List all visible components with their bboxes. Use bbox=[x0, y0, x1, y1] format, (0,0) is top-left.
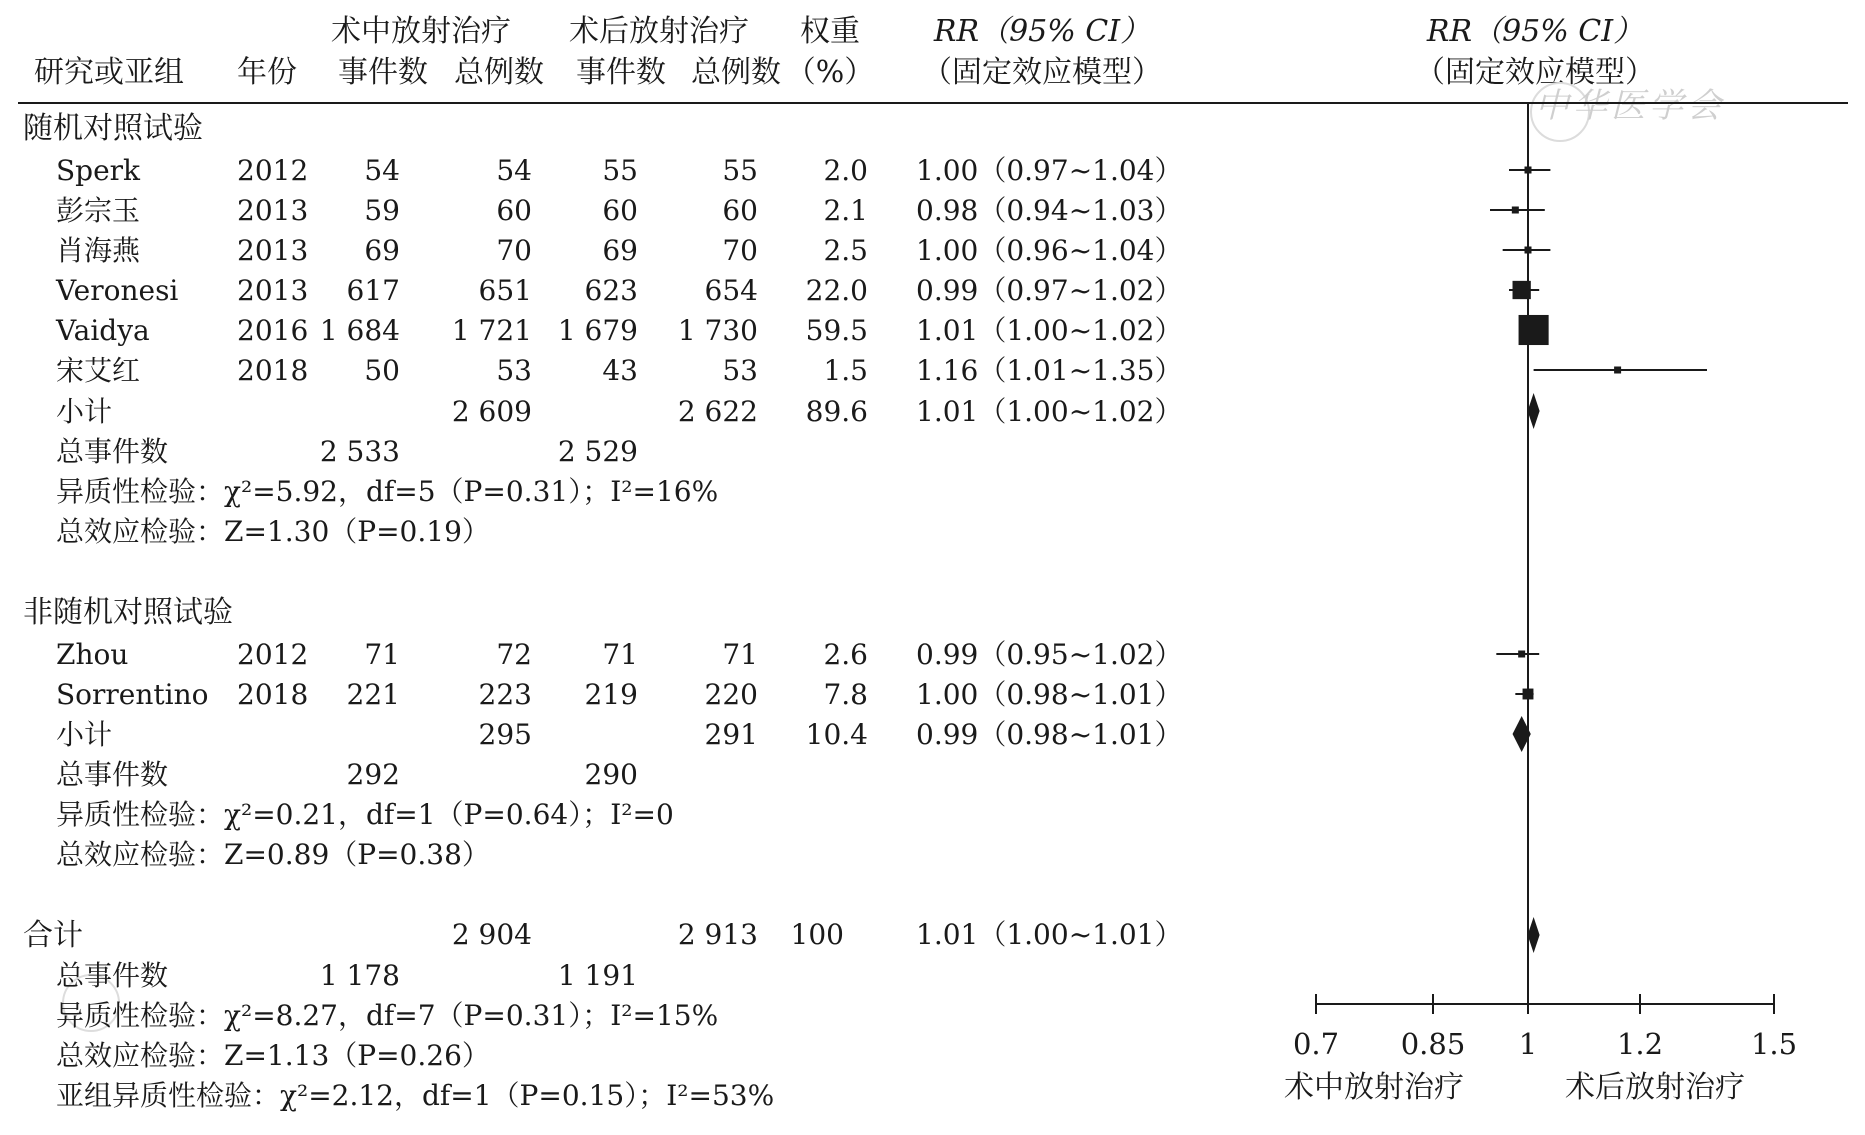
total-events-label: 总事件数 bbox=[56, 758, 169, 791]
iort-total: 651 bbox=[478, 274, 532, 307]
point-estimate-square bbox=[1523, 689, 1534, 700]
ebrt-total: 71 bbox=[722, 638, 758, 671]
weight-value: 2.1 bbox=[823, 194, 868, 227]
study-name: Veronesi bbox=[56, 274, 179, 307]
weight-value: 2.5 bbox=[823, 234, 868, 267]
ebrt-total: 55 bbox=[722, 154, 758, 187]
iort-events: 1 684 bbox=[319, 314, 400, 347]
rr-model-header: （固定效应模型） bbox=[922, 55, 1162, 90]
weight-value: 1.5 bbox=[823, 354, 868, 387]
rr-ci-text: 1.00（0.98~1.01） bbox=[916, 678, 1183, 711]
overall-ebrt-total: 2 913 bbox=[677, 918, 758, 951]
overall-effect-test: 总效应检验：Z=1.30（P=0.19） bbox=[56, 515, 490, 548]
rr-ci-text: 0.99（0.97~1.02） bbox=[916, 274, 1183, 307]
iort-events: 59 bbox=[364, 194, 400, 227]
weight-value: 22.0 bbox=[805, 274, 868, 307]
ebrt-total: 1 730 bbox=[677, 314, 758, 347]
total-events-iort: 1 178 bbox=[319, 959, 400, 992]
subtotal-rr-ci-text: 1.01（1.00~1.02） bbox=[916, 395, 1183, 428]
overall-rr-ci-text: 1.01（1.00~1.01） bbox=[916, 918, 1183, 951]
rr-ci-text: 1.01（1.00~1.02） bbox=[916, 314, 1183, 347]
total-events-label: 总事件数 bbox=[56, 435, 169, 468]
weight-value: 7.8 bbox=[823, 678, 868, 711]
total-events-ebrt: 290 bbox=[584, 758, 638, 791]
x-tick-label: 0.85 bbox=[1400, 1027, 1466, 1061]
watermark-text: 中华医学会 bbox=[1535, 86, 1725, 126]
iort-total-header: 总例数 bbox=[454, 55, 544, 90]
study-name: Vaidya bbox=[56, 314, 150, 347]
study-name: 肖海燕 bbox=[56, 234, 141, 267]
point-estimate-square bbox=[1525, 167, 1532, 174]
weight-header: 权重 bbox=[800, 14, 860, 49]
iort-total: 70 bbox=[496, 234, 532, 267]
total-events-label: 总事件数 bbox=[56, 959, 169, 992]
study-year: 2018 bbox=[237, 354, 309, 387]
ebrt-total: 654 bbox=[704, 274, 758, 307]
ebrt-total: 60 bbox=[722, 194, 758, 227]
ebrt-events: 60 bbox=[602, 194, 638, 227]
iort-group-header: 术中放射治疗 bbox=[331, 14, 511, 49]
study-year: 2013 bbox=[237, 194, 309, 227]
x-left-label: 术中放射治疗 bbox=[1284, 1070, 1464, 1105]
year-column-header: 年份 bbox=[237, 55, 297, 90]
group-title-rct: 随机对照试验 bbox=[23, 111, 203, 146]
ebrt-total-header: 总例数 bbox=[691, 55, 781, 90]
total-events-ebrt: 1 191 bbox=[557, 959, 638, 992]
point-estimate-square bbox=[1518, 651, 1525, 658]
rr-ci-text: 1.00（0.97~1.04） bbox=[916, 154, 1183, 187]
overall-effect-test: 总效应检验：Z=0.89（P=0.38） bbox=[56, 838, 490, 871]
iort-events: 617 bbox=[346, 274, 400, 307]
study-name: 彭宗玉 bbox=[56, 194, 141, 227]
study-year: 2018 bbox=[237, 678, 309, 711]
summary-diamond bbox=[1528, 917, 1540, 953]
heterogeneity-test: 异质性检验：χ²=0.21，df=1（P=0.64）；I²=0 bbox=[56, 798, 674, 831]
rr-ci-text: 1.16（1.01~1.35） bbox=[916, 354, 1183, 387]
iort-events: 50 bbox=[364, 354, 400, 387]
overall-iort-total: 2 904 bbox=[451, 918, 532, 951]
iort-events-header: 事件数 bbox=[338, 55, 428, 90]
iort-events: 71 bbox=[364, 638, 400, 671]
study-name: 宋艾红 bbox=[56, 354, 141, 387]
point-estimate-square bbox=[1525, 247, 1532, 254]
subgroup-heterogeneity-test: 亚组异质性检验：χ²=2.12，df=1（P=0.15）；I²=53% bbox=[56, 1079, 775, 1112]
x-tick-label: 1.5 bbox=[1750, 1027, 1798, 1061]
plot-rr-header: RR（95% CI） bbox=[1426, 14, 1644, 49]
rr-header: RR（95% CI） bbox=[933, 14, 1151, 49]
ebrt-events: 55 bbox=[602, 154, 638, 187]
iort-events: 221 bbox=[346, 678, 400, 711]
group-title-nonrct: 非随机对照试验 bbox=[23, 595, 233, 630]
study-column-header: 研究或亚组 bbox=[34, 55, 184, 90]
overall-label: 合计 bbox=[23, 918, 83, 953]
study-name: Zhou bbox=[56, 638, 129, 671]
study-name: Sperk bbox=[56, 154, 141, 187]
x-tick-label: 1.2 bbox=[1616, 1027, 1664, 1061]
rr-ci-text: 0.98（0.94~1.03） bbox=[916, 194, 1183, 227]
study-year: 2013 bbox=[237, 234, 309, 267]
study-year: 2016 bbox=[237, 314, 309, 347]
total-events-ebrt: 2 529 bbox=[557, 435, 638, 468]
ebrt-total: 53 bbox=[722, 354, 758, 387]
subtotal-weight: 89.6 bbox=[805, 395, 868, 428]
heterogeneity-test: 异质性检验：χ²=8.27，df=7（P=0.31）；I²=15% bbox=[56, 999, 719, 1032]
ebrt-total: 70 bbox=[722, 234, 758, 267]
ebrt-events: 623 bbox=[584, 274, 638, 307]
ebrt-total: 220 bbox=[704, 678, 758, 711]
point-estimate-square bbox=[1614, 367, 1621, 374]
ebrt-group-header: 术后放射治疗 bbox=[569, 14, 749, 49]
weight-value: 2.0 bbox=[823, 154, 868, 187]
weight-unit-header: （%） bbox=[785, 55, 875, 90]
iort-total: 1 721 bbox=[451, 314, 532, 347]
heterogeneity-test: 异质性检验：χ²=5.92，df=5（P=0.31）；I²=16% bbox=[56, 475, 719, 508]
weight-value: 2.6 bbox=[823, 638, 868, 671]
iort-total: 60 bbox=[496, 194, 532, 227]
point-estimate-square bbox=[1513, 281, 1531, 299]
iort-total: 223 bbox=[478, 678, 532, 711]
total-events-iort: 2 533 bbox=[319, 435, 400, 468]
subtotal-iort-total: 295 bbox=[478, 718, 532, 751]
x-tick-label: 1 bbox=[1518, 1027, 1538, 1061]
subtotal-rr-ci-text: 0.99（0.98~1.01） bbox=[916, 718, 1183, 751]
plot-model-header: （固定效应模型） bbox=[1415, 55, 1655, 90]
subtotal-iort-total: 2 609 bbox=[451, 395, 532, 428]
ebrt-events: 71 bbox=[602, 638, 638, 671]
ebrt-events: 1 679 bbox=[557, 314, 638, 347]
weight-value: 59.5 bbox=[805, 314, 868, 347]
ebrt-events: 69 bbox=[602, 234, 638, 267]
study-year: 2013 bbox=[237, 274, 309, 307]
ebrt-events: 219 bbox=[584, 678, 638, 711]
subtotal-label: 小计 bbox=[56, 718, 113, 751]
summary-diamond bbox=[1528, 393, 1540, 429]
iort-total: 54 bbox=[496, 154, 532, 187]
subtotal-ebrt-total: 2 622 bbox=[677, 395, 758, 428]
iort-total: 53 bbox=[496, 354, 532, 387]
study-year: 2012 bbox=[237, 154, 309, 187]
rr-ci-text: 0.99（0.95~1.02） bbox=[916, 638, 1183, 671]
x-tick-label: 0.7 bbox=[1292, 1027, 1340, 1061]
ebrt-events: 43 bbox=[602, 354, 638, 387]
rr-ci-text: 1.00（0.96~1.04） bbox=[916, 234, 1183, 267]
study-name: Sorrentino bbox=[56, 678, 209, 711]
subtotal-label: 小计 bbox=[56, 395, 113, 428]
iort-events: 54 bbox=[364, 154, 400, 187]
overall-weight: 100 bbox=[790, 918, 844, 951]
study-year: 2012 bbox=[237, 638, 309, 671]
total-events-iort: 292 bbox=[346, 758, 400, 791]
x-right-label: 术后放射治疗 bbox=[1565, 1070, 1745, 1105]
point-estimate-square bbox=[1519, 315, 1549, 345]
subtotal-ebrt-total: 291 bbox=[704, 718, 758, 751]
point-estimate-square bbox=[1512, 207, 1519, 214]
overall-effect-test: 总效应检验：Z=1.13（P=0.26） bbox=[56, 1039, 490, 1072]
subtotal-weight: 10.4 bbox=[805, 718, 868, 751]
iort-events: 69 bbox=[364, 234, 400, 267]
ebrt-events-header: 事件数 bbox=[576, 55, 666, 90]
iort-total: 72 bbox=[496, 638, 532, 671]
